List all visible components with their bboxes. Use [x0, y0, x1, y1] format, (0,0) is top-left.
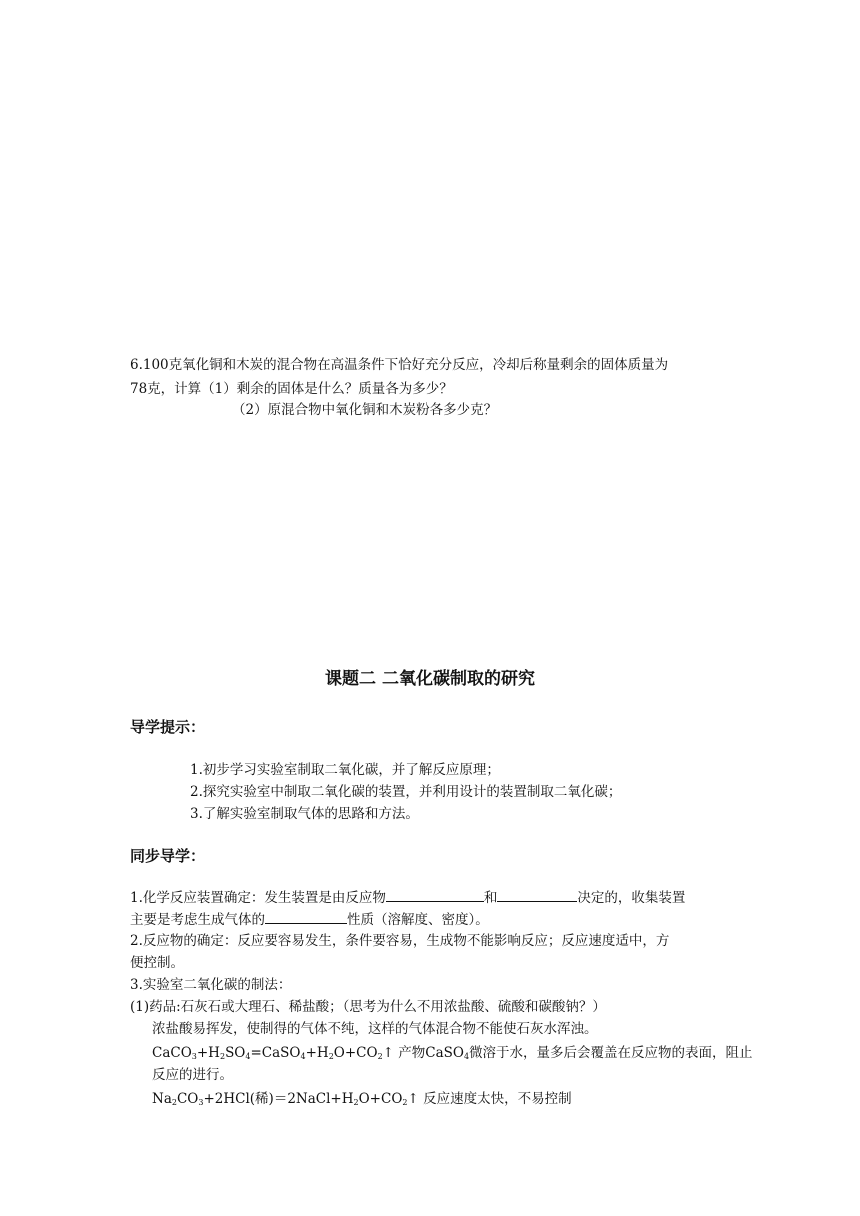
equation-text: O+CO	[358, 1091, 403, 1107]
equation-text: O+CO	[333, 1045, 378, 1061]
guide-hints-heading: 导学提示：	[130, 718, 206, 736]
paragraph-1-text: 决定的，收集装置	[577, 890, 686, 906]
paragraph-1-line-1	[130, 887, 685, 908]
paragraph-3-2: 浓盐酸易挥发，使制得的气体不纯，这样的气体混合物不能使石灰水浑浊。	[152, 1021, 598, 1037]
subscript: 2	[219, 1052, 226, 1061]
fill-blank[interactable]	[497, 887, 577, 902]
equation-note: 微溶于水，量多后会覆盖在反应物的表面，阻止	[469, 1045, 753, 1061]
paragraph-1-text: 和	[483, 890, 498, 906]
guide-hint-item: 2.探究实验室中制取二氧化碳的装置，并利用设计的装置制取二氧化碳；	[190, 784, 622, 800]
subscript: 2	[171, 1098, 177, 1107]
paragraph-1-text: 1.化学反应装置确定：发生装置是由反应物	[130, 890, 386, 906]
subscript: 4	[245, 1052, 251, 1061]
equation-text: +H	[196, 1045, 220, 1061]
subscript: 2	[402, 1098, 408, 1107]
equation-text: SO	[225, 1045, 246, 1061]
equation-text: CaCO	[152, 1045, 192, 1061]
equation-1	[152, 1043, 753, 1067]
guide-hint-item: 1.初步学习实验室制取二氧化碳，并了解反应原理；	[190, 762, 500, 778]
equation-1-continuation: 反应的进行。	[152, 1067, 233, 1083]
subscript: 2	[377, 1052, 383, 1061]
paragraph-1-line-2	[130, 909, 489, 930]
paragraph-1-text: 性质（溶解度、密度）。	[347, 912, 489, 928]
subscript: 3	[198, 1098, 204, 1107]
problem-6-line-1: 6.100克氧化铜和木炭的混合物在高温条件下恰好充分反应，冷却后称量剩余的固体质量为	[130, 357, 669, 373]
problem-6-line-2: 78克，计算（1）剩余的固体是什么？质量各为多少？	[130, 381, 453, 397]
paragraph-2-line-1: 2.反应物的确定：反应要容易发生，条件要容易，生成物不能影响反应；反应速度适中，方	[130, 933, 670, 949]
subscript: 2	[328, 1052, 334, 1061]
paragraph-2-line-2: 便控制。	[130, 955, 184, 971]
equation-note: 产物CaSO	[393, 1045, 464, 1061]
sync-study-heading: 同步导学：	[130, 847, 206, 865]
equation-text: +2HCl(稀)＝2NaCl+H	[203, 1091, 354, 1107]
equation-note: 反应速度太快，不易控制	[418, 1091, 572, 1107]
subscript: 4	[300, 1052, 306, 1061]
fill-blank[interactable]	[386, 887, 484, 902]
equation-text: CO	[176, 1091, 199, 1107]
guide-hint-item: 3.了解实验室制取气体的思路和方法。	[190, 806, 419, 822]
fill-blank[interactable]	[265, 909, 347, 924]
equation-text: =CaSO	[250, 1045, 301, 1061]
equation-2	[152, 1089, 572, 1113]
problem-6-line-3: （2）原混合物中氧化铜和木炭粉各多少克？	[232, 402, 498, 418]
equation-text: Na	[152, 1091, 172, 1107]
paragraph-3-1: (1)药品:石灰石或大理石、稀盐酸；（思考为什么不用浓盐酸、硫酸和碳酸钠？）	[130, 999, 606, 1015]
up-arrow-icon: ↑	[407, 1091, 419, 1107]
up-arrow-icon: ↑	[382, 1045, 394, 1061]
subscript: 2	[353, 1098, 359, 1107]
section-title: 课题二 二氧化碳制取的研究	[325, 669, 535, 689]
paragraph-3: 3.实验室二氧化碳的制法：	[130, 977, 292, 993]
subscript: 3	[191, 1052, 197, 1061]
equation-text: +H	[305, 1045, 329, 1061]
subscript: 4	[463, 1052, 470, 1061]
paragraph-1-text: 主要是考虑生成气体的	[130, 912, 265, 928]
